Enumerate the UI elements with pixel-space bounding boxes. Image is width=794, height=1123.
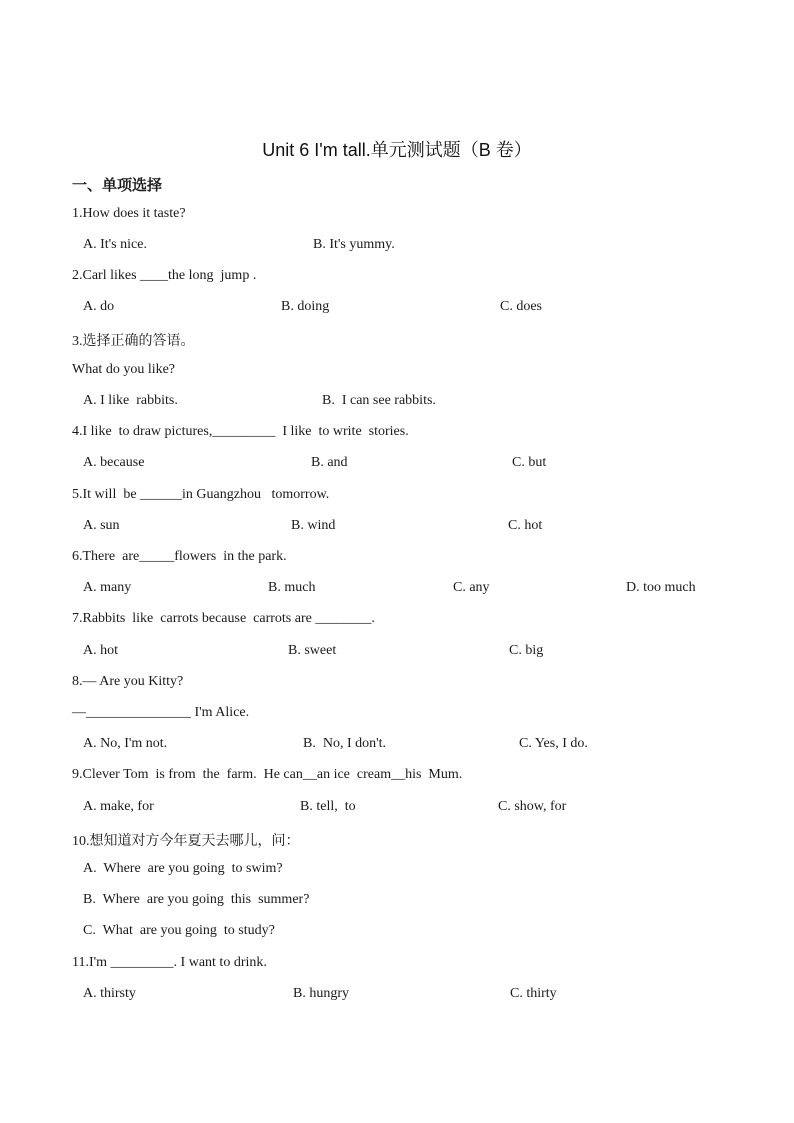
q6-option-b: B. much bbox=[268, 580, 316, 595]
q11-option-a: A. thirsty bbox=[83, 986, 136, 1001]
q9-option-a: A. make, for bbox=[83, 799, 154, 814]
q4-option-c: C. but bbox=[512, 455, 547, 470]
question-5: 5.It will be ______in Guangzhou tomorrow. bbox=[72, 487, 330, 502]
q7-option-c: C. big bbox=[509, 643, 544, 658]
q2-option-a: A. do bbox=[83, 299, 115, 314]
q1-option-b: B. It's yummy. bbox=[313, 237, 395, 252]
question-3: 3.选择正确的答语。 bbox=[72, 334, 195, 349]
q9-option-b: B. tell, to bbox=[300, 799, 356, 814]
section-heading: 一、单项选择 bbox=[72, 176, 163, 194]
question-1: 1.How does it taste? bbox=[72, 206, 186, 221]
q2-option-b: B. doing bbox=[281, 299, 330, 314]
q4-option-b: B. and bbox=[311, 455, 348, 470]
q7-option-a: A. hot bbox=[83, 643, 118, 658]
q4-option-a: A. because bbox=[83, 455, 145, 470]
q11-option-b: B. hungry bbox=[293, 986, 349, 1001]
question-4: 4.I like to draw pictures,_________ I like to write stories. bbox=[72, 424, 409, 439]
question-2: 2.Carl likes ____the long jump . bbox=[72, 268, 257, 283]
question-6: 6.There are_____flowers in the park. bbox=[72, 549, 287, 564]
q6-option-a: A. many bbox=[83, 580, 132, 595]
q1-option-a: A. It's nice. bbox=[83, 237, 147, 252]
q7-option-b: B. sweet bbox=[288, 643, 337, 658]
q9-option-c: C. show, for bbox=[498, 799, 567, 814]
q8-option-a: A. No, I'm not. bbox=[83, 736, 168, 751]
q6-option-d: D. too much bbox=[626, 580, 696, 595]
q5-option-a: A. sun bbox=[83, 518, 120, 533]
q5-option-b: B. wind bbox=[291, 518, 336, 533]
question-3-prompt: What do you like? bbox=[72, 362, 176, 377]
q10-option-a: A. Where are you going to swim? bbox=[83, 861, 283, 876]
q3-option-a: A. I like rabbits. bbox=[83, 393, 178, 408]
q6-option-c: C. any bbox=[453, 580, 490, 595]
question-8: 8.— Are you Kitty? bbox=[72, 674, 184, 689]
q10-option-b: B. Where are you going this summer? bbox=[83, 892, 310, 907]
q8-option-c: C. Yes, I do. bbox=[519, 736, 588, 751]
question-11: 11.I'm _________. I want to drink. bbox=[72, 955, 267, 970]
question-9: 9.Clever Tom is from the farm. He can__an ice cream__his Mum. bbox=[72, 767, 463, 782]
question-8-prompt: —_______________ I'm Alice. bbox=[72, 705, 250, 720]
page-title: Unit 6 I'm tall.单元测试题（B 卷） bbox=[262, 140, 532, 160]
q11-option-c: C. thirty bbox=[510, 986, 557, 1001]
question-7: 7.Rabbits like carrots because carrots are ________. bbox=[72, 611, 375, 626]
q10-option-c: C. What are you going to study? bbox=[83, 923, 275, 938]
q8-option-b: B. No, I don't. bbox=[303, 736, 387, 751]
q5-option-c: C. hot bbox=[508, 518, 543, 533]
q3-option-b: B. I can see rabbits. bbox=[322, 393, 436, 408]
question-10: 10.想知道对方今年夏天去哪儿，问： bbox=[72, 834, 300, 849]
q2-option-c: C. does bbox=[500, 299, 542, 314]
